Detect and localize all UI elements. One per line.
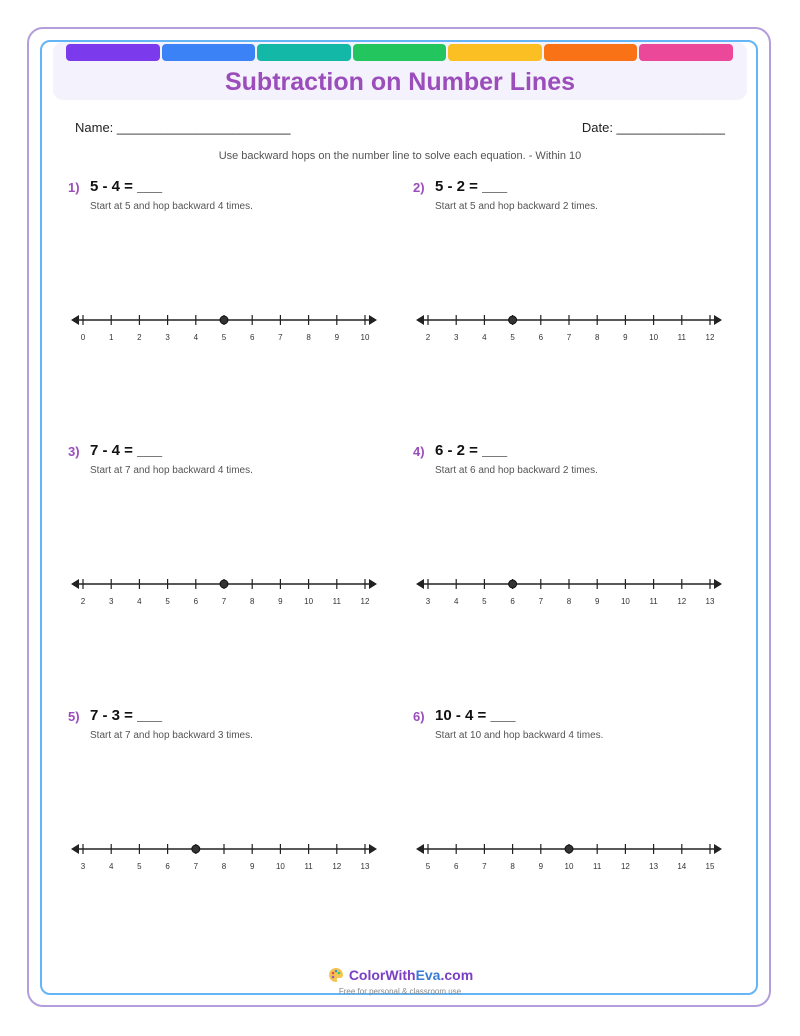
tick-label: 5	[510, 333, 515, 342]
tick-label: 15	[705, 862, 715, 871]
number-line	[67, 304, 377, 344]
problem-equation: 5 - 4 = ___	[90, 178, 163, 195]
tick-label: 5	[137, 862, 142, 871]
arrow-right-icon	[369, 315, 377, 325]
arrow-left-icon	[416, 844, 424, 854]
tick-label: 9	[594, 597, 600, 606]
tick-label: 10	[360, 333, 370, 342]
start-point-dot	[565, 845, 573, 853]
problem-hint: Start at 5 and hop backward 4 times.	[90, 201, 253, 212]
tick-label: 6	[538, 333, 544, 342]
tick-label: 8	[221, 862, 227, 871]
tick-label: 3	[165, 333, 170, 342]
tick-label: 11	[332, 597, 341, 606]
tick-label: 4	[137, 597, 142, 606]
number-line	[412, 304, 722, 344]
tick-label: 11	[593, 862, 602, 871]
problem-number: 5)	[68, 709, 80, 724]
tick-label: 6	[165, 862, 170, 871]
tick-label: 7	[538, 597, 544, 606]
tick-label: 4	[193, 333, 199, 342]
color-stripe-segment	[544, 44, 638, 61]
tick-label: 2	[80, 597, 86, 606]
start-point-dot	[220, 316, 228, 324]
tick-label: 7	[566, 333, 572, 342]
worksheet-title: Subtraction on Number Lines	[224, 68, 576, 96]
tick-label: 6	[193, 597, 199, 606]
problem-hint: Start at 10 and hop backward 4 times.	[435, 730, 604, 741]
problem-equation: 10 - 4 = ___	[435, 707, 516, 724]
tick-label: 6	[453, 862, 459, 871]
tick-label: 0	[80, 333, 86, 342]
brand-part-tld: .com	[440, 967, 474, 983]
problem-number: 6)	[413, 709, 425, 724]
arrow-left-icon	[71, 315, 79, 325]
tick-label: 8	[594, 333, 600, 342]
problem-equation: 7 - 3 = ___	[90, 707, 163, 724]
arrow-right-icon	[714, 844, 722, 854]
problem-number: 1)	[68, 180, 80, 195]
problem-equation: 7 - 4 = ___	[90, 442, 163, 459]
problem-card	[413, 444, 733, 624]
problem-equation: 6 - 2 = ___	[435, 442, 508, 459]
number-line	[412, 568, 722, 608]
tick-label: 9	[623, 333, 628, 342]
tick-label: 3	[108, 597, 114, 606]
tick-label: 5	[482, 597, 487, 606]
tick-label: 11	[677, 333, 686, 342]
tick-label: 3	[80, 862, 86, 871]
tick-label: 12	[360, 597, 370, 606]
palette-icon	[327, 966, 345, 984]
color-stripe-segment	[66, 44, 160, 61]
tick-label: 10	[564, 862, 574, 871]
problem-equation: 5 - 2 = ___	[435, 178, 508, 195]
tick-label: 13	[705, 597, 715, 606]
start-point-dot	[220, 580, 228, 588]
tick-label: 8	[510, 862, 515, 871]
tick-label: 12	[677, 597, 687, 606]
tick-label: 9	[249, 862, 255, 871]
brand-part-eva: Eva	[415, 967, 441, 983]
number-line	[412, 833, 722, 873]
problem-hint: Start at 6 and hop backward 2 times.	[435, 465, 598, 476]
color-stripe-segment	[162, 44, 256, 61]
number-line	[67, 833, 377, 873]
name-field: Name: ________________________	[75, 120, 291, 135]
problem-number: 3)	[68, 444, 80, 459]
arrow-left-icon	[71, 844, 79, 854]
problem-number: 2)	[413, 180, 425, 195]
problem-card	[68, 180, 388, 360]
color-stripe-segment	[353, 44, 447, 61]
tick-label: 10	[649, 333, 659, 342]
tick-label: 6	[249, 333, 255, 342]
tick-label: 10	[620, 597, 630, 606]
tick-label: 8	[566, 597, 572, 606]
tick-label: 9	[334, 333, 340, 342]
color-stripe-segment	[257, 44, 351, 61]
arrow-right-icon	[714, 579, 722, 589]
tick-label: 10	[275, 862, 285, 871]
problem-hint: Start at 7 and hop backward 4 times.	[90, 465, 253, 476]
tick-label: 4	[482, 333, 487, 342]
tick-label: 13	[360, 862, 370, 871]
tick-label: 6	[510, 597, 515, 606]
tick-label: 14	[677, 862, 687, 871]
color-stripe-segment	[448, 44, 542, 61]
tick-label: 2	[425, 333, 431, 342]
footer	[0, 966, 800, 996]
tick-label: 5	[425, 862, 431, 871]
tick-label: 9	[278, 597, 283, 606]
arrow-left-icon	[416, 315, 424, 325]
tick-label: 4	[453, 597, 459, 606]
problem-card	[413, 180, 733, 360]
problem-hint: Start at 7 and hop backward 3 times.	[90, 730, 253, 741]
color-stripe-segment	[639, 44, 733, 61]
tick-label: 7	[482, 862, 487, 871]
date-field: Date: _______________	[581, 120, 725, 135]
problem-card	[68, 709, 388, 889]
tick-label: 4	[108, 862, 114, 871]
start-point-dot	[509, 580, 517, 588]
tick-label: 2	[137, 333, 142, 342]
tick-label: 1	[108, 333, 114, 342]
arrow-right-icon	[369, 579, 377, 589]
tick-label: 13	[649, 862, 659, 871]
tick-label: 5	[221, 333, 227, 342]
footer-logo-row	[327, 966, 473, 984]
tick-label: 3	[453, 333, 459, 342]
problem-number: 4)	[413, 444, 425, 459]
tick-label: 11	[304, 862, 313, 871]
tick-label: 7	[193, 862, 199, 871]
instructions: Use backward hops on the number line to solve each equation. - Within 10	[218, 150, 582, 162]
tick-label: 8	[249, 597, 255, 606]
tick-label: 5	[165, 597, 170, 606]
number-line	[67, 568, 377, 608]
tick-label: 10	[304, 597, 314, 606]
tick-label: 7	[221, 597, 227, 606]
tick-label: 8	[306, 333, 311, 342]
tick-label: 12	[705, 333, 715, 342]
arrow-left-icon	[416, 579, 424, 589]
footer-brand	[349, 967, 473, 983]
tick-label: 3	[425, 597, 431, 606]
tick-label: 12	[332, 862, 342, 871]
brand-part-color: ColorWith	[348, 967, 416, 983]
tick-label: 11	[649, 597, 658, 606]
tick-label: 7	[278, 333, 283, 342]
arrow-right-icon	[714, 315, 722, 325]
problem-card	[413, 709, 733, 889]
start-point-dot	[509, 316, 517, 324]
tick-label: 12	[620, 862, 630, 871]
footer-tagline: Free for personal & classroom use	[338, 987, 462, 996]
problem-card	[68, 444, 388, 624]
arrow-left-icon	[71, 579, 79, 589]
arrow-right-icon	[369, 844, 377, 854]
tick-label: 9	[538, 862, 544, 871]
start-point-dot	[192, 845, 200, 853]
problem-hint: Start at 5 and hop backward 2 times.	[435, 201, 598, 212]
